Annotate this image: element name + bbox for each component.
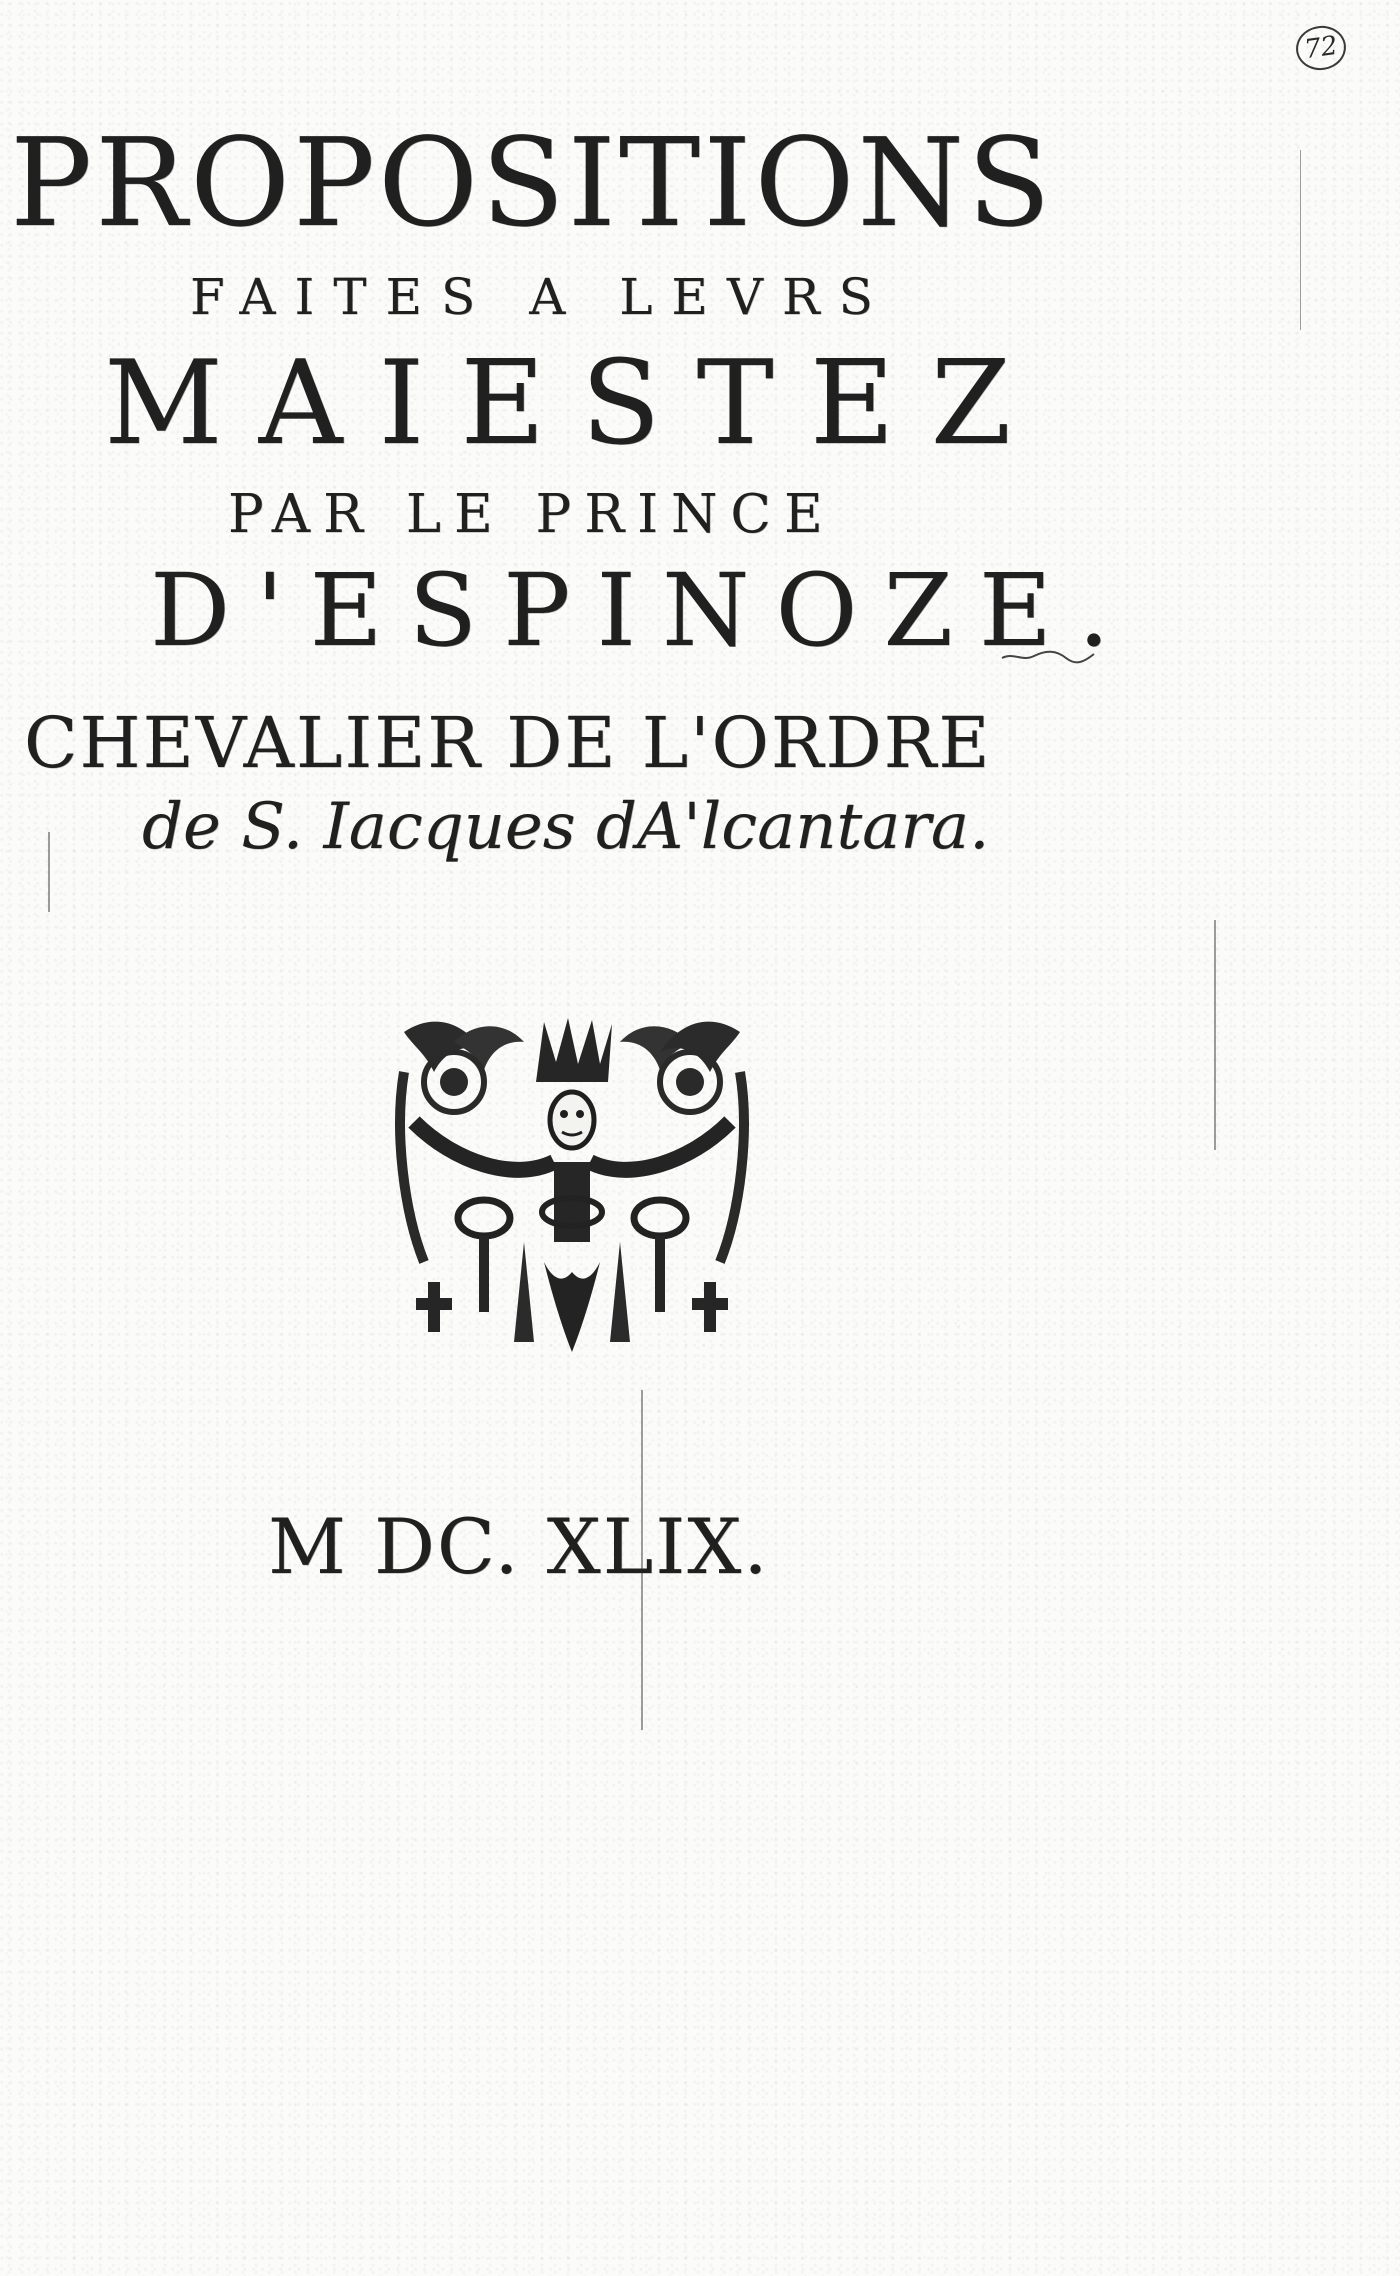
- title-line-propositions: PROPOSITIONS: [10, 112, 1054, 254]
- printers-woodcut-ornament-icon: [394, 1012, 750, 1356]
- scan-margin-line: [1214, 920, 1216, 1150]
- pen-mark-icon: [1000, 644, 1096, 668]
- scan-margin-line: [48, 832, 50, 912]
- title-line-espinoze: D'ESPINOZE.: [150, 552, 1136, 669]
- imprint-year: M DC. XLIX.: [268, 1502, 770, 1591]
- folio-number: 72: [1293, 23, 1349, 74]
- title-line-maiestez: MAIESTEZ: [104, 336, 1048, 471]
- title-line-order: de S. Iacques dA'lcantara.: [142, 790, 990, 864]
- scan-fold-line: [641, 1390, 643, 1730]
- title-line-faites: FAITES A LEVRS: [190, 268, 892, 326]
- title-line-chevalier: CHEVALIER DE L'ORDRE: [24, 702, 992, 784]
- scan-margin-line: [1300, 150, 1301, 330]
- title-line-par-le-prince: PAR LE PRINCE: [228, 484, 836, 545]
